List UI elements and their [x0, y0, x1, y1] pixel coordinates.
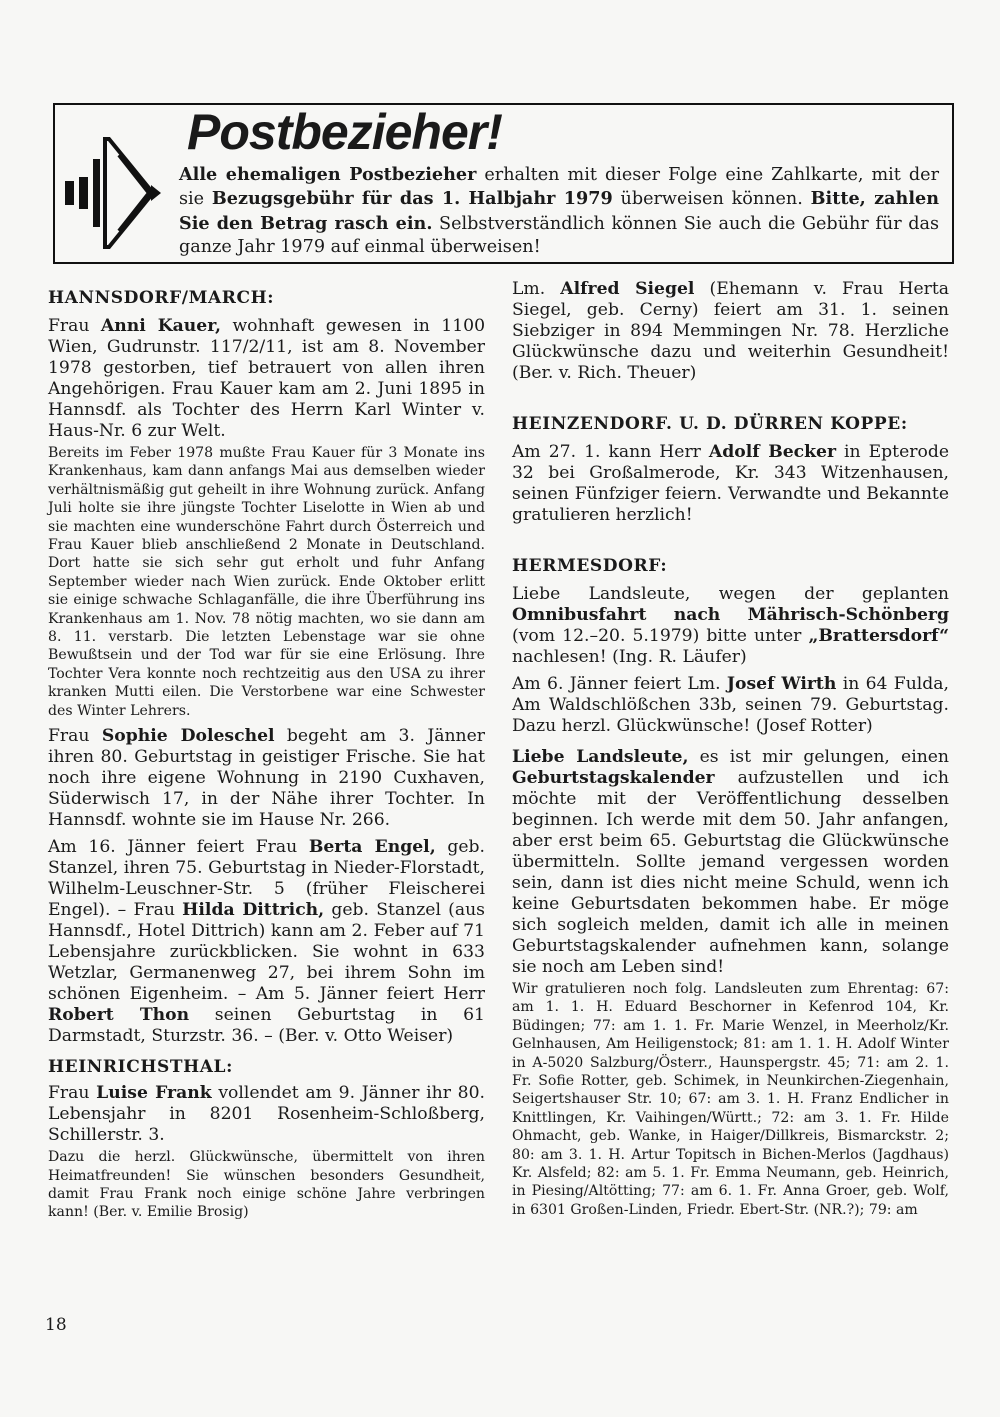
text-run: begeht am 3. Jänner ihren 80. Geburtstag in geistiger Frische. Sie hat noch ihre eigene Wohnung in 2190 Cuxhaven, Süderwisch 17, in der Nähe ihrer Tochter. In Hannsdf. wohnte sie im Hause Nr. 266. [48, 726, 485, 831]
text-run: Bereits im Feber 1978 mußte Frau Kauer für 3 Monate ins Krankenhaus, kam dann anfangs Mai aus demselben wieder verhältnismäßig gut geheilt in ihre Wohnung zurück. Anfang Juli holte sie ihre jüngste Tochter Liselotte in Wien ab und sie machten eine wunderschöne Fahrt durch Österreich und Frau Kauer blieb anschließend 2 Monate in Deutschland. Dort hatte sie sich sehr gut erholt und fuhr Anfang September wieder nach Wien zurück. Ende Oktober erlitt sie einige schwache Schlaganfälle, die ihre Überführung ins Krankenhaus am 1. Nov. 78 nötig machten, wo sie dann am 8. 11. verstarb. Die letzten Lebenstage war sie ohne Bewußtsein und der Tod war für sie eine Erlösung. Ihre Tochter Vera konnte noch rechtzeitig aus den USA zu ihrer kranken Mutti eilen. Die Verstorbene war eine Schwester des Winter Lehrers. [48, 445, 485, 719]
bold-name-text: Alle ehemaligen Postbezieher [179, 164, 477, 185]
text-run: Liebe Landsleute, wegen der geplanten [512, 584, 949, 604]
section-heading [512, 554, 949, 578]
small-print-paragraph [48, 444, 485, 720]
text-run: Wir gratulieren noch folg. Landsleuten zum Ehrentag: 67: am 1. 1. H. Eduard Beschorner in Kefenrod 104, Kr. Büdingen; 77: am 1. 1. Fr. Marie Wenzel, in Meerholz/Kr. Gelnhausen, Am Heiligenstock; 81: am 1. 1. H. Adolf Winter in A-5020 Salzburg/Österr., Haunspergstr. 45; 71: am 2. 1. Fr. Sofie Rotter, geb. Schimek, in Neunkirchen-Ziegenhain, Seigertshauser Str. 10; 67: am 3. 1. H. Franz Endlicher in Knittlingen, Kr. Vaihingen/Württ.; 72: am 3. 1. Fr. Hilde Ohmacht, geb. Wanke, in Haiger/Dillkreis, Bismarckstr. 2; 80: am 3. 1. H. Artur Topitsch in Bichen-Merlos (Jagdhaus) Kr. Alsfeld; 82: am 5. 1. Fr. Emma Neumann, geb. Heinrich, in Piesing/Altötting; 77: am 6. 1. Fr. Anna Groer, geb. Wolf, in 6301 Großen-Linden, Friedr. Ebert-Str. (NR.?); 79: am [512, 981, 949, 1218]
text-run: Am 27. 1. kann Herr [512, 442, 709, 462]
text-run: (Ehemann v. Frau Herta Siegel, geb. Cerny) feiert am 31. 1. seinen Siebziger in 894 Memmingen Nr. 78. Herzliche Glückwünsche dazu und weiterhin Gesundheit! (Ber. v. Rich. Theuer) [512, 279, 950, 383]
text-run: HANNSDORF/MARCH: [48, 288, 275, 308]
text-run: aufzustellen und ich möchte mit der Veröffentlichung desselben beginnen. Ich werde mit dem 50. Jahr anfangen, aber erst beim 65. Geburtstag die Glückwünsche übermitteln. Sollte jemand vergessen worden sein, dann ist dies nicht meine Schuld, wenn ich keine Geburtsdaten bekommen habe. Er möge sich sogleich melden, damit ich alle in meinen Geburtstagskalender aufnehmen kann, solange sie noch am Leben sind! [512, 768, 949, 977]
text-run: Frau [48, 316, 101, 336]
bold-name-text: Bezugsgebühr für das 1. Halbjahr 1979 [211, 188, 613, 210]
post-horn-logo-icon [63, 119, 163, 259]
text-run: Frau [48, 726, 102, 747]
paragraph [48, 316, 485, 442]
paragraph [48, 1083, 485, 1146]
text-run: geb. Stanzel (aus Hannsdf., Hotel Dittrich) kann am 2. Feber auf 71 Lebensjahre zurückblicken. Sie wohnt in 633 Wetzlar, Germanenweg 27, bei ihrem Sohn im schönen Eigenheim. – Am 5. Jänner feiert Herr [48, 900, 485, 1005]
bold-name-text: Bitte, zahlen Sie den Betrag rasch ein. [179, 188, 939, 234]
section-heading [512, 412, 949, 436]
text-run: Frau [48, 1083, 97, 1104]
text-run: HERMESDORF: [512, 556, 668, 576]
left-column [48, 286, 485, 1222]
paragraph [512, 674, 949, 737]
text-run: wohnhaft gewesen in 1100 Wien, Gudrunstr. 117/2/11, ist am 8. November 1978 gestorben, tief betrauert von allen ihren Angehörigen. Frau Kauer kam am 2. Juni 1895 in Hannsdf. als Tochter des Herrn Karl Winter v. Haus-Nr. 6 zur Welt. [48, 316, 486, 441]
paragraph [512, 584, 949, 668]
right-column [512, 279, 949, 1219]
section-heading [48, 286, 485, 310]
text-run: überweisen können. [612, 189, 811, 210]
paragraph [512, 747, 949, 978]
text-run: HEINZENDORF. U. D. DÜRREN KOPPE: [512, 414, 908, 434]
text-run: in 64 Fulda, Am Waldschlößchen 33b, seinen 79. Geburtstag. Dazu herzl. Glückwünsche! (Josef Rotter) [512, 674, 949, 736]
bold-name-text: Robert Thon [48, 1005, 190, 1026]
text-run: (vom 12.–20. 5.1979) bitte unter [512, 626, 809, 646]
bold-name-text: Berta Engel, [308, 837, 436, 858]
text-run: Am 16. Jänner feiert Frau [48, 837, 309, 858]
text-run: es ist mir gelungen, einen [688, 747, 950, 767]
paragraph [48, 837, 485, 1047]
text-run: nachlesen! (Ing. R. Läufer) [512, 647, 747, 667]
bold-name-text: Anni Kauer, [100, 316, 222, 336]
text-run: Am 6. Jänner feiert Lm. [512, 674, 727, 694]
text-run: HEINRICHSTHAL: [48, 1057, 233, 1078]
bold-name-text: Adolf Becker [708, 442, 837, 462]
text-run: in Epterode 32 bei Großalmerode, Kr. 343 Witzenhausen, seinen Fünfziger feiern. Verwandte und Bekannte gratulieren herzlich! [512, 442, 949, 525]
notice-text [179, 163, 939, 259]
bold-name-text: Sophie Doleschel [101, 726, 275, 747]
small-print-paragraph [48, 1148, 485, 1222]
bold-name-text: Alfred Siegel [560, 279, 695, 299]
text-run: erhalten mit dieser Folge eine Zahlkarte, mit der sie [179, 165, 939, 210]
text-run: Dazu die herzl. Glückwünsche, übermittelt von ihren Heimatfreunden! Sie wünschen besonders Gesundheit, damit Frau Frank noch einige schöne Jahre verbringen kann! (Ber. v. Emilie Brosig) [48, 1149, 485, 1221]
text-run: vollendet am 9. Jänner ihr 80. Lebensjahr in 8201 Rosenheim-Schloßberg, Schillerstr. 3. [48, 1083, 485, 1146]
text-run: geb. Stanzel, ihren 75. Geburtstag in Nieder-Florstadt, Wilhelm-Leuschner-Str. 5 (früher Fleischerei Engel). – Frau [48, 837, 486, 921]
paragraph [48, 726, 485, 831]
paragraph [512, 279, 949, 384]
postbezieher-notice-box [53, 103, 954, 264]
notice-title: Postbezieher! [187, 104, 502, 160]
small-print-paragraph [512, 980, 949, 1219]
paragraph [512, 442, 949, 526]
bold-name-text: Geburtstagskalender [512, 768, 715, 788]
bold-name-text: Omnibusfahrt nach Mährisch-Schönberg [512, 605, 949, 625]
text-run: Lm. [512, 279, 561, 299]
bold-name-text: Liebe Landsleute, [512, 747, 689, 767]
section-heading [48, 1055, 485, 1079]
text-run: seinen Geburtstag in 61 Darmstadt, Sturzstr. 36. – (Ber. v. Otto Weiser) [48, 1005, 485, 1047]
text-run: Selbstverständlich können Sie auch die Gebühr für das ganze Jahr 1979 auf einmal überweisen! [179, 213, 940, 257]
bold-name-text: Josef Wirth [726, 674, 837, 694]
bold-name-text: „Brattersdorf“ [808, 626, 949, 646]
bold-name-text: Luise Frank [96, 1083, 212, 1104]
page-number: 18 [45, 1315, 67, 1335]
bold-name-text: Hilda Dittrich, [182, 900, 325, 921]
